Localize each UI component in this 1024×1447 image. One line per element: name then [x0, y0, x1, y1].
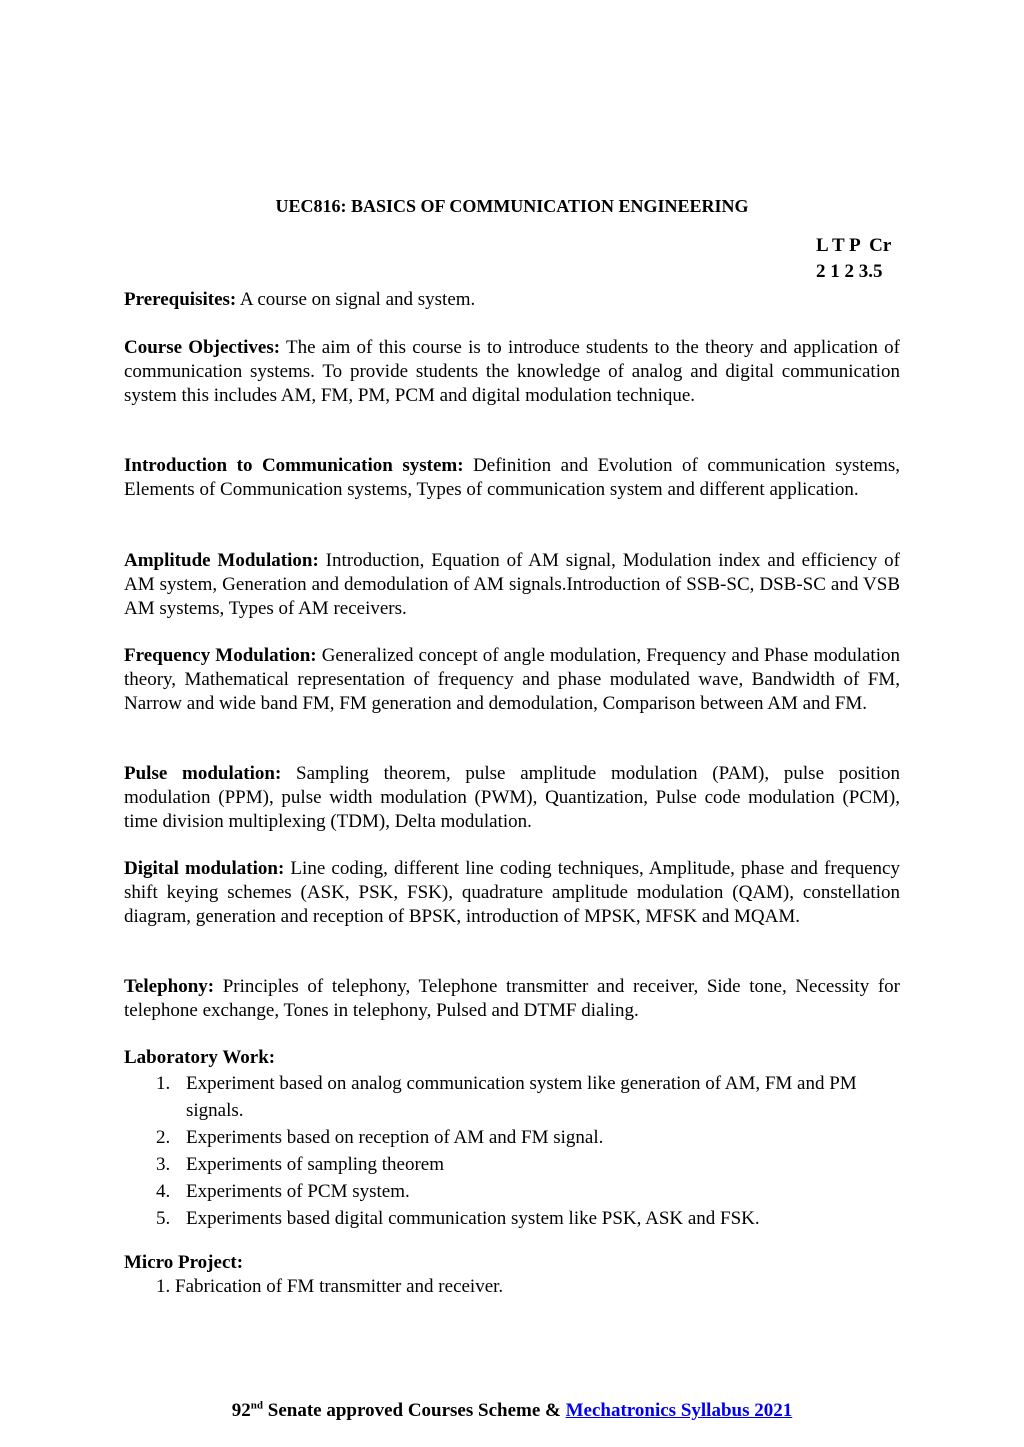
footer-superscript: nd: [250, 1399, 264, 1412]
prerequisites-label: Prerequisites:: [124, 289, 237, 310]
section-text: Principles of telephony, Telephone transmitter and receiver, Side tone, Necessity for telephone exchange, Tones in telephony, Pulsed and DTMF dialing.: [124, 976, 900, 1021]
course-title: UEC816: BASICS OF COMMUNICATION ENGINEERING: [275, 196, 749, 216]
objectives-paragraph: [124, 336, 900, 408]
list-item-number: 4.: [156, 1181, 171, 1202]
list-item-text: Experiments of PCM system.: [186, 1181, 410, 1202]
list-item-text: Experiments based on reception of AM and FM signal.: [186, 1127, 604, 1148]
section-label: Introduction to Communication system:: [124, 455, 464, 476]
ltp-values: 2 1 2 3.5: [816, 261, 883, 282]
list-item: [156, 1070, 900, 1124]
section-pulse-modulation: [124, 762, 900, 834]
list-item: [156, 1124, 900, 1151]
section-text: Sampling theorem, pulse amplitude modulation (PAM), pulse position modulation (PPM), pulse width modulation (PWM), Quantization, Pulse code modulation (PCM), time division multiplexing (TDM), Delta modulation.: [124, 763, 900, 832]
list-item-text: Experiments based digital communication system like PSK, ASK and FSK.: [186, 1208, 760, 1229]
section-label: Digital modulation:: [124, 858, 285, 879]
prerequisites-paragraph: [124, 288, 900, 312]
section-label: Frequency Modulation:: [124, 645, 317, 666]
list-item-number: 1.: [156, 1073, 171, 1094]
objectives-text: The aim of this course is to introduce students to the theory and application of communication systems. To provide students the knowledge of analog and digital communication system this includes AM, FM, PM, PCM and digital modulation technique.: [124, 337, 900, 406]
page-footer: [0, 1399, 1024, 1423]
credits-block: [816, 233, 906, 285]
micro-project-item: 1. Fabrication of FM transmitter and receiver.: [156, 1276, 504, 1297]
section-text: Line coding, different line coding techniques, Amplitude, phase and frequency shift keying schemes (ASK, PSK, FSK), quadrature amplitude modulation (QAM), constellation diagram, generation and reception of BPSK, introduction of MPSK, MFSK and MQAM.: [124, 858, 900, 927]
section-text: Introduction, Equation of AM signal, Modulation index and efficiency of AM system, Generation and demodulation of AM signals.Introduction of SSB-SC, DSB-SC and VSB AM systems, Types of AM receivers.: [124, 550, 900, 619]
section-text: Definition and Evolution of communication systems, Elements of Communication systems, Types of communication system and different application.: [124, 455, 900, 500]
list-item-number: 5.: [156, 1208, 171, 1229]
section-introduction: [124, 454, 900, 502]
section-label: Telephony:: [124, 976, 215, 997]
footer-text: Senate approved Courses Scheme &: [263, 1400, 566, 1421]
list-item: [156, 1151, 900, 1178]
laboratory-heading: Laboratory Work:: [124, 1047, 276, 1068]
section-frequency-modulation: [124, 644, 900, 716]
micro-project-heading: Micro Project:: [124, 1252, 244, 1273]
section-amplitude-modulation: [124, 549, 900, 621]
section-label: Amplitude Modulation:: [124, 550, 319, 571]
list-item-number: 2.: [156, 1127, 171, 1148]
prerequisites-text: A course on signal and system.: [236, 289, 476, 310]
section-text: Generalized concept of angle modulation, Frequency and Phase modulation theory, Mathematical representation of frequency and phase modulated wave, Bandwidth of FM, Narrow and wide band FM, FM generation and demodulation, Comparison between AM and FM.: [124, 645, 900, 714]
footer-number: 92: [231, 1400, 251, 1421]
section-digital-modulation: [124, 857, 900, 929]
list-item-text: Experiments of sampling theorem: [186, 1154, 445, 1175]
list-item-number: 3.: [156, 1154, 171, 1175]
objectives-label: Course Objectives:: [124, 337, 281, 358]
section-label: Pulse modulation:: [124, 763, 282, 784]
list-item: [156, 1205, 900, 1232]
list-item: [156, 1178, 900, 1205]
syllabus-link[interactable]: Mechatronics Syllabus 2021: [565, 1400, 793, 1421]
laboratory-list: [156, 1070, 900, 1232]
ltp-header: L T P Cr: [816, 235, 892, 256]
section-telephony: [124, 975, 900, 1023]
list-item-text: Experiment based on analog communication system like generation of AM, FM and PM signals.: [186, 1073, 857, 1121]
